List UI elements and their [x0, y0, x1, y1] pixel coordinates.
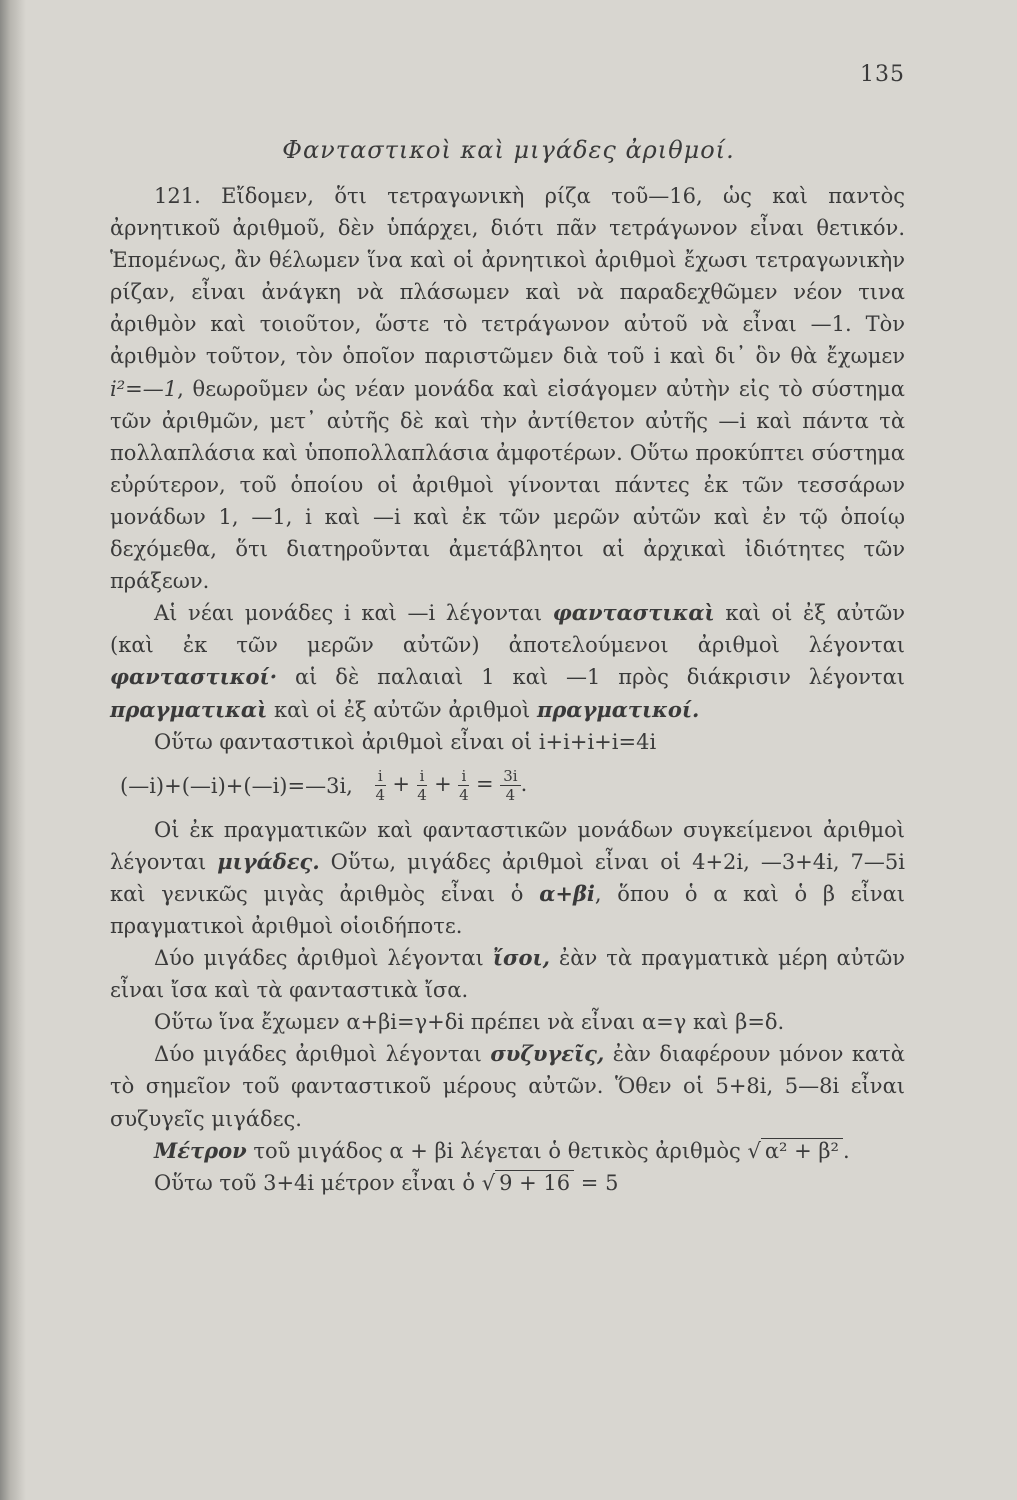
math-left: (—i)+(—i)+(—i)=—3i, [120, 773, 353, 798]
term-fantastikoi: φανταστικοί· [110, 664, 278, 690]
sqrt-expression: α² + β² [761, 1138, 843, 1163]
formula-i-squared: i²=—1 [110, 376, 178, 401]
term-syzygeis: συζυγεῖς, [490, 1041, 605, 1067]
fraction-3: $\frac{i}{4}$ [459, 767, 469, 805]
sqrt-sign: √ [747, 1138, 761, 1163]
math-fractions: $\frac{i}{4}$ + $\frac{i}{4}$ + $\frac{i}{4}$ = $\frac{3i}{4}$ . [375, 767, 528, 805]
term-pragmatikai: πραγματικαὶ [110, 696, 268, 722]
fraction-1: $\frac{i}{4}$ [375, 767, 386, 805]
term-metron: Μέτρον [154, 1137, 247, 1163]
fraction-2: $\frac{i}{4}$ [417, 767, 427, 805]
term-migades: μιγάδες. [217, 848, 320, 874]
term-isoi: ἴσοι, [492, 945, 550, 971]
math-example-line [110, 758, 905, 814]
paragraph-metron: Μέτρον τοῦ μιγάδος α + βi λέγεται ὁ θετικὸς ἀριθμὸς √ α² + β² . [154, 1137, 850, 1163]
section-title: Φανταστικοὶ καὶ μιγάδες ἀριθμοί. [282, 136, 735, 164]
formula-a-plus-bi: α+βi [539, 880, 595, 906]
paragraph-example-metron: Οὕτω τοῦ 3+4i μέτρον εἶναι ὁ √ 9 + 16 = 5 [154, 1170, 619, 1195]
sqrt-expression-2: 9 + 16 [495, 1170, 574, 1195]
page-number: 135 [860, 62, 905, 87]
body-text [110, 180, 905, 1199]
sqrt-sign-2: √ [481, 1170, 496, 1195]
paragraph-syzygeis: Δύο μιγάδες ἀριθμοὶ λέγονται συζυγεῖς, ἐὰν διαφέρουν μόνον κατὰ τὸ σημεῖον τοῦ φανταστικοῦ μέρους αὐτῶν. Ὅθεν οἱ 5+8i, 5—8i εἶναι συζυγεῖς μιγάδες. [110, 1041, 905, 1131]
book-spine-shadow [0, 0, 26, 1500]
paragraph-isoi: Δύο μιγάδες ἀριθμοὶ λέγονται ἴσοι, ἐὰν τὰ πραγματικὰ μέρη αὐτῶν εἶναι ἴσα καὶ τὰ φανταστικὰ ἴσα. [110, 945, 905, 1003]
paragraph-equality: Οὕτω ἵνα ἔχωμεν α+βi=γ+δi πρέπει νὰ εἶναι α=γ καὶ β=δ. [154, 1010, 785, 1035]
paragraph-121: 121. Εἴδομεν, ὅτι τετραγωνικὴ ρίζα τοῦ—16, ὡς καὶ παντὸς ἀρνητικοῦ ἀριθμοῦ, δὲν ὑπάρχει, διότι πᾶν τετράγωνον εἶναι θετικόν. Ἑπομένως, ἂν θέλωμεν ἵνα καὶ οἱ ἀρνητικοὶ ἀριθμοὶ ἔχωσι τετραγωνικὴν ρίζαν, εἶναι ἀνάγκη νὰ πλάσωμεν καὶ νὰ παραδεχθῶμεν νέον τινα ἀριθμὸν καὶ τοιοῦτον, ὥστε τὸ τετράγωνον αὐτοῦ νὰ εἶναι —1. Τὸν ἀριθμὸν τοῦτον, τὸν ὁποῖον παριστῶμεν διὰ τοῦ i καὶ δι᾽ ὃν θὰ ἔχωμεν i²=—1, θεωροῦμεν ὡς νέαν μονάδα καὶ εἰσάγομεν αὐτὴν εἰς τὸ σύστημα τῶν ἀριθμῶν, μετ᾽ αὐτῆς δὲ καὶ τὴν ἀντίθετον αὐτῆς —i καὶ πάντα τὰ πολλαπλάσια καὶ ὑποπολλαπλάσια ἀμφοτέρων. Οὕτω προκύπτει σύστημα εὐρύτερον, τοῦ ὁποίου οἱ ἀριθμοὶ γίνονται πάντες ἐκ τῶν τεσσάρων μονάδων 1, —1, i καὶ —i καὶ ἐκ τῶν μερῶν αὐτῶν καὶ ἐν τῷ ὁποίῳ δεχόμεθα, ὅτι διατηροῦνται ἀμετάβλητοι αἱ ἀρχικαὶ ἰδιότητες τῶν πράξεων. [110, 184, 905, 594]
paragraph-migades: Οἱ ἐκ πραγματικῶν καὶ φανταστικῶν μονάδων συγκείμενοι ἀριθμοὶ λέγονται μιγάδες. Οὕτω, μιγάδες ἀριθμοὶ εἶναι οἱ 4+2i, —3+4i, 7—5i καὶ γενικῶς μιγὰς ἀριθμὸς εἶναι ὁ α+βi, ὅπου ὁ α καὶ ὁ β εἶναι πραγματικοὶ ἀριθμοὶ οἱοιδήποτε. [110, 817, 905, 938]
paragraph-definitions: Αἱ νέαι μονάδες i καὶ —i λέγονται φανταστικαὶ καὶ οἱ ἐξ αὐτῶν (καὶ ἐκ τῶν μερῶν αὐτῶν) ἀποτελούμενοι ἀριθμοὶ λέγονται φανταστικοί· αἱ δὲ παλαιαὶ 1 καὶ —1 πρὸς διάκρισιν λέγονται πραγματικαὶ καὶ οἱ ἐξ αὐτῶν ἀριθμοὶ πραγματικοί. [110, 600, 905, 722]
paragraph-examples: Οὕτω φανταστικοὶ ἀριθμοὶ εἶναι οἱ i+i+i+i=4i [154, 729, 657, 754]
term-fantastikai: φανταστικαὶ [552, 600, 715, 626]
fraction-4: $\frac{3i}{4}$ [500, 767, 520, 804]
term-pragmatikoi: πραγματικοί. [536, 696, 700, 722]
